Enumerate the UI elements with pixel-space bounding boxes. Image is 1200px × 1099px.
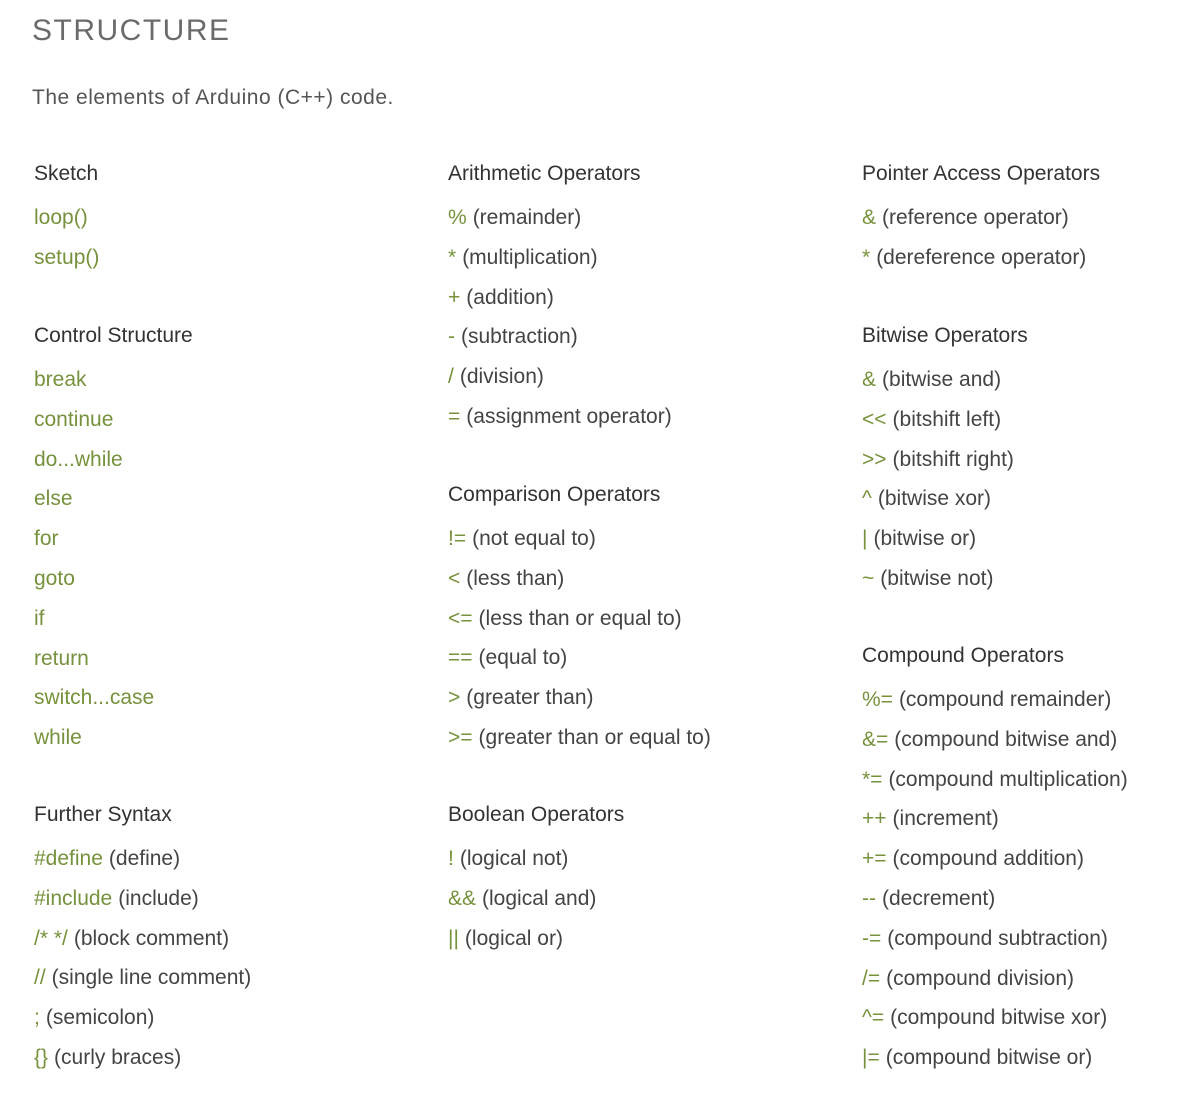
list-item	[34, 244, 414, 284]
section-heading: Pointer Access Operators	[862, 162, 1101, 185]
section-compound-operators	[862, 642, 1200, 1084]
list-item	[862, 204, 1200, 244]
item-link[interactable]: !	[448, 847, 454, 870]
item-link[interactable]: for	[34, 527, 59, 551]
item-link[interactable]: -=	[862, 926, 882, 950]
item-link[interactable]: !=	[448, 527, 467, 550]
item-desc: (bitwise xor)	[877, 487, 992, 511]
list-item	[34, 885, 414, 925]
item-desc: (decrement)	[882, 886, 996, 910]
item-desc: (single line comment)	[51, 966, 252, 990]
list-item	[448, 565, 828, 605]
list-item	[448, 525, 828, 565]
list-item	[448, 684, 828, 724]
item-link[interactable]: |=	[862, 1046, 880, 1070]
list-item	[862, 726, 1200, 766]
item-link[interactable]: ++	[862, 807, 887, 831]
section-control-structure	[34, 322, 414, 764]
section-boolean-operators	[448, 801, 828, 964]
list-item	[862, 686, 1200, 726]
list-item	[862, 965, 1200, 1005]
item-link[interactable]: >>	[862, 447, 887, 471]
page-subtitle: The elements of Arduino (C++) code.	[32, 86, 394, 109]
item-desc: (increment)	[892, 807, 999, 831]
item-link[interactable]: #include	[34, 886, 113, 910]
list-item	[34, 645, 414, 685]
item-link[interactable]: goto	[34, 566, 75, 590]
item-link[interactable]: return	[34, 646, 89, 670]
item-link[interactable]: *	[862, 245, 871, 269]
list-item	[862, 446, 1200, 486]
list-item	[862, 366, 1200, 406]
section-heading: Compound Operators	[862, 644, 1064, 667]
item-link[interactable]: =	[448, 404, 461, 428]
item-desc: (multiplication)	[462, 245, 598, 269]
item-link[interactable]: {}	[34, 1045, 49, 1069]
item-desc: (logical or)	[464, 926, 563, 950]
item-desc: (assignment operator)	[466, 404, 672, 428]
item-link[interactable]: ~	[862, 566, 875, 590]
item-desc: (compound bitwise xor)	[890, 1006, 1108, 1030]
item-link[interactable]: //	[34, 966, 46, 990]
list-item	[862, 485, 1200, 525]
item-desc: (remainder)	[472, 206, 582, 229]
item-desc: (curly braces)	[54, 1045, 182, 1069]
list-item	[34, 525, 414, 565]
item-link[interactable]: &	[862, 368, 877, 391]
section-arithmetic-operators	[448, 160, 828, 443]
list-item	[34, 605, 414, 645]
section-bitwise-operators	[862, 322, 1200, 605]
list-item	[34, 1044, 414, 1084]
list-item	[34, 964, 414, 1004]
list-item	[448, 204, 828, 244]
section-comparison-operators	[448, 481, 828, 764]
list-item	[862, 244, 1200, 284]
section-heading: Boolean Operators	[448, 803, 625, 826]
item-link[interactable]: while	[34, 726, 82, 750]
item-desc: (define)	[108, 847, 181, 870]
item-link[interactable]: +=	[862, 847, 887, 871]
list-item	[862, 766, 1200, 806]
list-item	[34, 1004, 414, 1044]
list-item	[34, 446, 414, 486]
item-desc: (include)	[118, 886, 199, 910]
item-desc: (less than or equal to)	[478, 606, 682, 630]
list-item	[448, 644, 828, 684]
item-desc: (reference operator)	[882, 206, 1069, 229]
item-desc: (dereference operator)	[876, 245, 1087, 269]
list-item	[862, 845, 1200, 885]
section-heading: Control Structure	[34, 324, 193, 347]
list-item	[448, 885, 828, 925]
item-desc: (equal to)	[478, 646, 568, 670]
item-link[interactable]: *	[448, 245, 457, 269]
item-link[interactable]: ||	[448, 926, 459, 950]
item-link[interactable]: |	[862, 527, 868, 551]
item-link[interactable]: <	[448, 566, 461, 590]
list-item	[34, 925, 414, 965]
item-link[interactable]: setup()	[34, 245, 100, 269]
list-item	[34, 845, 414, 885]
list-item	[862, 406, 1200, 446]
item-link[interactable]: *=	[862, 767, 883, 791]
item-link[interactable]: %	[448, 206, 467, 229]
section-heading: Bitwise Operators	[862, 324, 1028, 347]
item-desc: (subtraction)	[461, 325, 578, 349]
item-desc: (semicolon)	[45, 1006, 155, 1030]
item-link[interactable]: loop()	[34, 206, 88, 229]
item-link[interactable]: ;	[34, 1006, 40, 1030]
item-link[interactable]: ==	[448, 646, 473, 670]
item-link[interactable]: #define	[34, 847, 103, 870]
list-item	[34, 406, 414, 446]
page-title: STRUCTURE	[32, 14, 231, 47]
list-item	[862, 1044, 1200, 1084]
list-item	[448, 724, 828, 764]
list-item	[34, 204, 414, 244]
item-link[interactable]: --	[862, 886, 876, 910]
item-desc: (greater than or equal to)	[478, 725, 711, 749]
item-link[interactable]: switch...case	[34, 686, 155, 710]
item-link[interactable]: <<	[862, 407, 887, 431]
list-item	[448, 284, 828, 324]
section-heading: Arithmetic Operators	[448, 162, 641, 185]
section-heading: Further Syntax	[34, 803, 172, 826]
item-link[interactable]: else	[34, 487, 73, 511]
item-desc: (bitshift left)	[892, 407, 1002, 431]
item-desc: (compound remainder)	[898, 688, 1112, 711]
item-link[interactable]: &	[862, 206, 877, 229]
item-desc: (compound multiplication)	[888, 767, 1128, 791]
list-item	[448, 363, 828, 403]
item-desc: (division)	[459, 365, 544, 389]
item-desc: (addition)	[466, 285, 554, 309]
item-desc: (greater than)	[466, 686, 594, 710]
list-item	[448, 403, 828, 443]
item-desc: (compound subtraction)	[887, 926, 1108, 950]
item-link[interactable]: if	[34, 606, 45, 630]
list-item	[448, 605, 828, 645]
item-desc: (compound bitwise or)	[885, 1046, 1093, 1070]
item-desc: (logical not)	[459, 847, 569, 870]
section-pointer-access-operators	[862, 160, 1200, 284]
item-desc: (block comment)	[73, 926, 230, 950]
list-item	[34, 724, 414, 764]
section-further-syntax	[34, 801, 414, 1084]
list-item	[862, 525, 1200, 565]
item-link[interactable]: %=	[862, 688, 893, 711]
list-item	[34, 366, 414, 406]
item-link[interactable]: /=	[862, 966, 881, 990]
list-item	[862, 565, 1200, 605]
item-link[interactable]: do...while	[34, 447, 123, 471]
list-item	[862, 925, 1200, 965]
item-desc: (less than)	[466, 566, 565, 590]
item-desc: (bitshift right)	[892, 447, 1014, 471]
list-item	[448, 244, 828, 284]
item-link[interactable]: &=	[862, 727, 889, 751]
item-desc: (compound addition)	[892, 847, 1084, 871]
list-item	[862, 885, 1200, 925]
section-heading: Comparison Operators	[448, 483, 661, 506]
section-sketch	[34, 160, 414, 284]
item-link[interactable]: >	[448, 686, 461, 710]
item-desc: (compound bitwise and)	[894, 727, 1118, 751]
item-link[interactable]: break	[34, 368, 87, 391]
list-item	[862, 805, 1200, 845]
item-link[interactable]: -	[448, 325, 455, 349]
list-item	[34, 565, 414, 605]
item-link[interactable]: ^	[862, 487, 872, 511]
list-item	[448, 323, 828, 363]
item-link[interactable]: &&	[448, 886, 477, 910]
item-link[interactable]: continue	[34, 407, 114, 431]
list-item	[34, 684, 414, 724]
list-item	[34, 485, 414, 525]
item-desc: (bitwise and)	[882, 368, 1002, 391]
list-item	[448, 925, 828, 965]
item-link[interactable]: /* */	[34, 926, 68, 950]
list-item	[862, 1004, 1200, 1044]
section-heading: Sketch	[34, 162, 99, 185]
item-desc: (bitwise or)	[873, 527, 977, 551]
item-link[interactable]: >=	[448, 725, 473, 749]
item-link[interactable]: <=	[448, 606, 473, 630]
item-desc: (logical and)	[482, 886, 597, 910]
item-desc: (bitwise not)	[880, 566, 994, 590]
item-desc: (not equal to)	[472, 527, 596, 550]
list-item	[448, 845, 828, 885]
item-link[interactable]: ^=	[862, 1006, 885, 1030]
item-link[interactable]: +	[448, 285, 461, 309]
item-link[interactable]: /	[448, 365, 454, 389]
item-desc: (compound division)	[886, 966, 1075, 990]
